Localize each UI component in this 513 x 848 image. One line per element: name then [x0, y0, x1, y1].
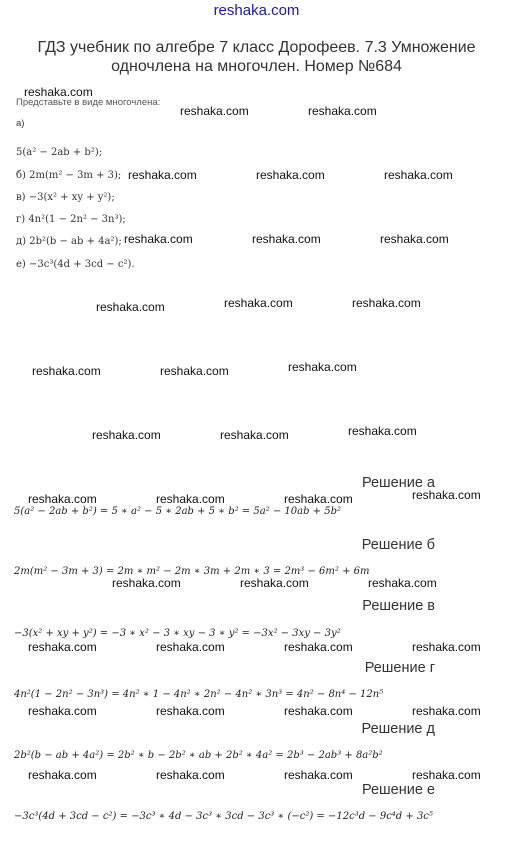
watermark: reshaka.com — [284, 492, 353, 506]
watermark: reshaka.com — [256, 168, 325, 182]
task-item-g: г) 4n²(1 − 2n² − 3n³); — [16, 214, 126, 225]
watermark: reshaka.com — [112, 576, 181, 590]
task-item-v: в) −3(x² + xy + y²); — [16, 192, 115, 203]
solution-equation-v: −3(x² + xy + y²) = −3 ∗ x² − 3 ∗ xy − 3 ∗ y² = −3x² − 3xy − 3y² — [14, 628, 341, 639]
watermark: reshaka.com — [156, 492, 225, 506]
task-item-d: д) 2b²(b − ab + 4a²); — [16, 236, 122, 247]
watermark: reshaka.com — [412, 704, 481, 718]
watermark: reshaka.com — [252, 232, 321, 246]
watermark: reshaka.com — [352, 296, 421, 310]
solution-heading-e: Решение е — [361, 782, 435, 798]
task-item-a-label: а) — [16, 118, 25, 129]
watermark: reshaka.com — [92, 428, 161, 442]
solution-equation-d: 2b²(b − ab + 4a²) = 2b² ∗ b − 2b² ∗ ab + 2b² ∗ 4a² = 2b³ − 2ab³ + 8a²b² — [14, 750, 383, 761]
watermark: reshaka.com — [24, 85, 93, 99]
solution-heading-g: Решение г — [364, 660, 435, 676]
watermark: reshaka.com — [288, 360, 357, 374]
solution-heading-b: Решение б — [361, 537, 435, 553]
watermark: reshaka.com — [96, 300, 165, 314]
solution-heading-v: Решение в — [362, 598, 435, 614]
watermark: reshaka.com — [180, 104, 249, 118]
watermark: reshaka.com — [348, 424, 417, 438]
watermark: reshaka.com — [28, 704, 97, 718]
watermark: reshaka.com — [240, 576, 309, 590]
watermark: reshaka.com — [384, 168, 453, 182]
watermark: reshaka.com — [128, 168, 197, 182]
watermark: reshaka.com — [28, 492, 97, 506]
solution-equation-a: 5(a² − 2ab + b²) = 5 ∗ a² − 5 ∗ 2ab + 5 ∗ b² = 5a² − 10ab + 5b² — [14, 506, 342, 517]
task-item-b: б) 2m(m² − 3m + 3); — [16, 170, 122, 181]
site-link[interactable]: reshaka.com — [213, 2, 300, 19]
watermark: reshaka.com — [124, 232, 193, 246]
solution-equation-e: −3c³(4d + 3cd − c²) = −3c³ ∗ 4d − 3c³ ∗ 3cd − 3c³ ∗ (−c²) = −12c³d − 9c⁴d + 3c⁵ — [14, 811, 433, 822]
task-item-e: е) −3c³(4d + 3cd − c²). — [16, 259, 135, 270]
watermark: reshaka.com — [156, 768, 225, 782]
watermark: reshaka.com — [28, 640, 97, 654]
watermark: reshaka.com — [412, 768, 481, 782]
solution-heading-d: Решение д — [361, 721, 435, 737]
watermark: reshaka.com — [220, 428, 289, 442]
watermark: reshaka.com — [380, 232, 449, 246]
solution-heading-a: Решение а — [361, 475, 435, 491]
watermark: reshaka.com — [224, 296, 293, 310]
watermark: reshaka.com — [412, 488, 481, 502]
watermark: reshaka.com — [28, 768, 97, 782]
watermark: reshaka.com — [32, 364, 101, 378]
watermark: reshaka.com — [156, 640, 225, 654]
solution-equation-g: 4n²(1 − 2n² − 3n³) = 4n² ∗ 1 − 4n² ∗ 2n² − 4n² ∗ 3n³ = 4n² − 8n⁴ − 12n⁵ — [14, 689, 384, 700]
watermark: reshaka.com — [160, 364, 229, 378]
watermark: reshaka.com — [412, 640, 481, 654]
task-intro: Представьте в виде многочлена: — [16, 97, 161, 108]
watermark: reshaka.com — [284, 704, 353, 718]
watermark: reshaka.com — [284, 768, 353, 782]
page-title: ГДЗ учебник по алгебре 7 класс Дорофеев. 7.3 Умножение одночлена на многочлен. Номер №684 — [37, 39, 476, 75]
task-item-a: 5(a² − 2ab + b²); — [16, 147, 103, 158]
solution-equation-b: 2m(m² − 3m + 3) = 2m ∗ m² − 2m ∗ 3m + 2m ∗ 3 = 2m³ − 6m² + 6m — [14, 566, 370, 577]
watermark: reshaka.com — [308, 104, 377, 118]
watermark: reshaka.com — [284, 640, 353, 654]
watermark: reshaka.com — [156, 704, 225, 718]
watermark: reshaka.com — [368, 576, 437, 590]
